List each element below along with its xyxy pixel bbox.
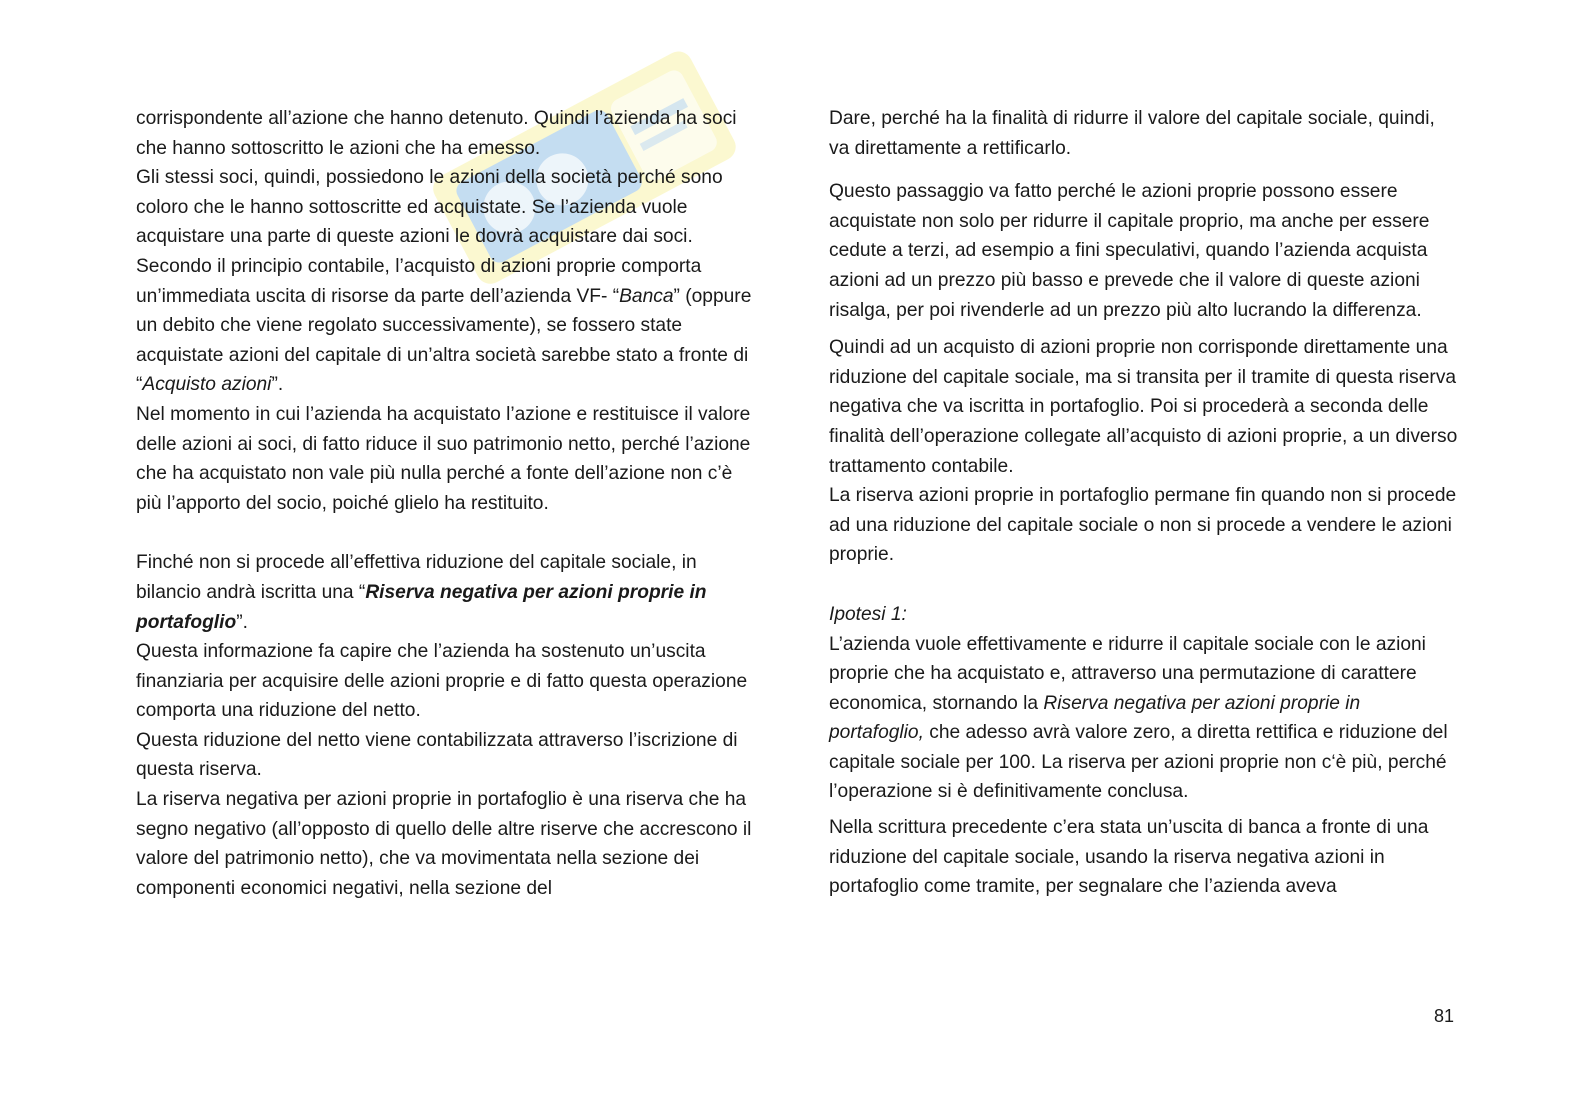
paragraph: Questa informazione fa capire che l’azienda ha sostenuto un’uscita finanziaria per acquisire delle azioni proprie e di fatto questa operazione comporta una riduzione del netto. bbox=[136, 641, 748, 722]
text-run: ” (oppure un debito che viene regolato successivamente), se fossero state acquistate azioni del capitale di un’altra società sarebbe stato a fronte di “ bbox=[136, 285, 752, 396]
italic-term: Riserva negativa per azioni proprie in portafoglio, bbox=[829, 692, 1361, 744]
text-run: Finché non si procede all’effettiva riduzione del capitale sociale, in bilancio andrà iscritta una “ bbox=[136, 552, 697, 603]
italic-term: Acquisto azioni bbox=[142, 374, 272, 396]
paragraph: Nella scrittura precedente c’era stata un’uscita di banca a fronte di una riduzione del capitale sociale, usando la riserva negativa azioni in portafoglio come tramite, per segnalare che l’azienda aveva bbox=[829, 817, 1429, 898]
right-column bbox=[829, 104, 1459, 902]
paragraph: La riserva azioni proprie in portafoglio permane fin quando non si procede ad una riduzione del capitale sociale o non si procede a vendere le azioni proprie. bbox=[829, 485, 1457, 566]
text-run: ”. bbox=[236, 611, 248, 633]
paragraph: La riserva negativa per azioni proprie in portafoglio è una riserva che ha segno negativo (all’opposto di quello delle altre riserve che accrescono il valore del patrimonio netto), che va movimentata nella sezione dei componenti economici negativi, nella sezione del bbox=[136, 789, 752, 899]
paragraph: Questo passaggio va fatto perché le azioni proprie possono essere acquistate non solo per ridurre il capitale proprio, ma anche per essere cedute a terzi, ad esempio a fini speculativi, quando l’azienda acquista azioni ad un prezzo più basso e prevede che il valore di queste azioni risalga, per poi rivenderle ad un prezzo più alto lucrando la differenza. bbox=[829, 181, 1430, 321]
paragraph: Questa riduzione del netto viene contabilizzata attraverso l’iscrizione di questa riserva. bbox=[136, 729, 738, 781]
paragraph bbox=[136, 548, 761, 637]
text-run: che adesso avrà valore zero, a diretta rettifica e riduzione del capitale sociale per 100. La riserva per azioni proprie non c‘è più, perché l’operazione si è definitivamente conclusa. bbox=[829, 722, 1448, 803]
paragraph bbox=[136, 252, 761, 400]
paragraph: Dare, perché ha la finalità di ridurre il valore del capitale sociale, quindi, va direttamente a rettificarlo. bbox=[829, 108, 1435, 159]
paragraph: Gli stessi soci, quindi, possiedono le azioni della società perché sono coloro che le hanno sottoscritte ed acquistate. Se l’azienda vuole acquistare una parte di queste azioni le dovrà acquistare dai soci. bbox=[136, 167, 723, 248]
left-column bbox=[136, 104, 761, 903]
paragraph bbox=[829, 630, 1459, 808]
section-heading bbox=[829, 600, 1459, 630]
paragraph: Nel momento in cui l’azienda ha acquistato l’azione e restituisce il valore delle azioni ai soci, di fatto riduce il suo patrimonio netto, perché l’azione che ha acquistato non vale più nulla perché a fonte dell’azione non c’è più l’apporto del socio, poiché glielo ha restituito. bbox=[136, 403, 751, 514]
italic-term: Banca bbox=[619, 285, 674, 307]
text-run: Secondo il principio contabile, l’acquisto di azioni proprie comporta un’immediata uscita di risorse da parte dell’azienda VF- “ bbox=[136, 255, 702, 307]
page-number: 81 bbox=[1434, 1006, 1455, 1026]
bold-italic-text: Riserva negativa per azioni proprie in portafoglio bbox=[136, 581, 707, 633]
heading-text: Ipotesi 1: bbox=[829, 603, 907, 625]
paragraph: corrispondente all’azione che hanno detenuto. Quindi l’azienda ha soci che hanno sottoscritto le azioni che ha emesso. bbox=[136, 108, 737, 159]
text-run: L’azienda vuole effettivamente e ridurre il capitale sociale con le azioni proprie che ha acquistato e, attraverso una permutazione di carattere economica, stornando la bbox=[829, 633, 1426, 714]
text-run: ”. bbox=[271, 374, 284, 396]
paragraph: Quindi ad un acquisto di azioni proprie non corrisponde direttamente una riduzione del capitale sociale, ma si transita per il tramite di questa riserva negativa che va iscritta in portafoglio. Poi si procederà a seconda delle finalità dell’operazione collegate all’acquisto di azioni proprie, a un diverso trattamento contabile. bbox=[829, 337, 1458, 477]
